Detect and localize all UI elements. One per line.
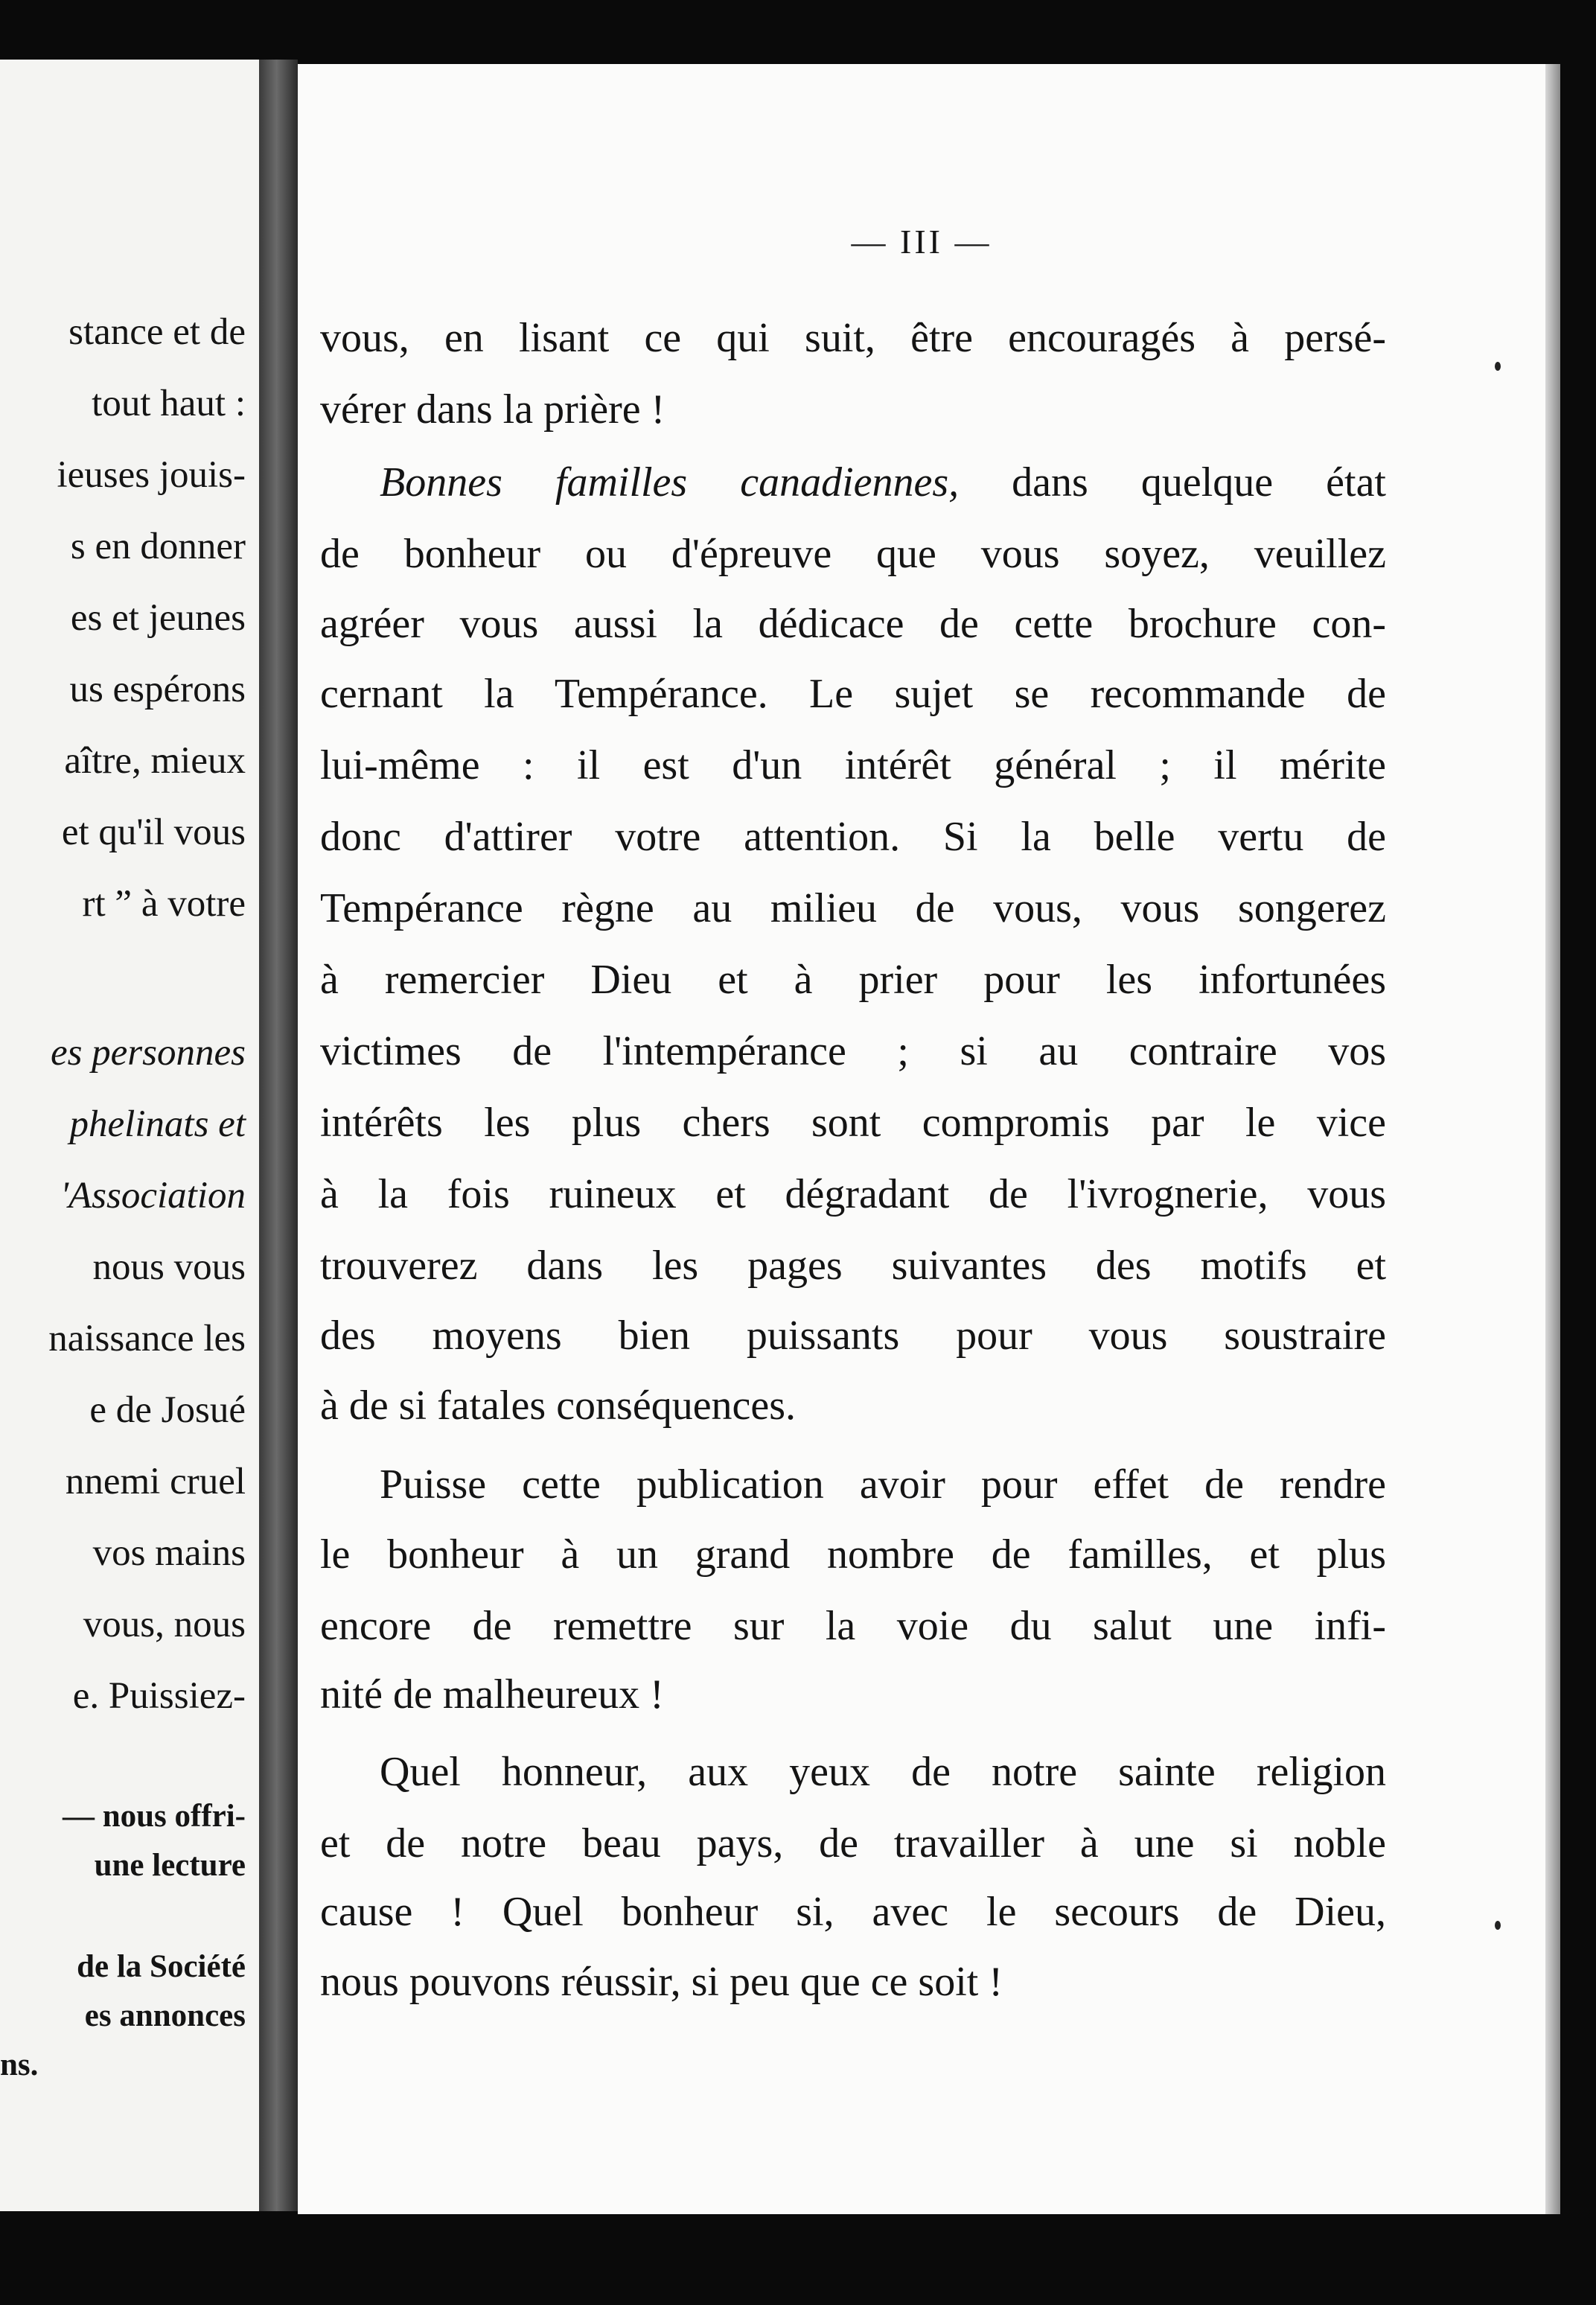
- paragraph-line: à la fois ruineux et dégradant de l'ivrognerie, vous: [320, 1171, 1386, 1217]
- left-text-line: phelinats et: [69, 1103, 246, 1145]
- left-footnote-line: une lecture: [94, 1848, 246, 1883]
- dedication-italic: Bonnes familles canadiennes,: [380, 459, 960, 506]
- left-page: [0, 60, 259, 2211]
- right-page: [298, 64, 1545, 2214]
- page-number: — III —: [851, 223, 992, 261]
- paragraph-line: nous pouvons réussir, si peu que ce soit !: [320, 1959, 1003, 2005]
- left-text-line: et qu'il vous: [61, 812, 246, 853]
- page-edge: [1545, 64, 1560, 2214]
- left-text-line: nnemi cruel: [65, 1461, 246, 1502]
- paragraph-line: le bonheur à un grand nombre de familles, et plus: [320, 1531, 1386, 1578]
- paragraph-line: lui-même : il est d'un intérêt général ; il mérite: [320, 742, 1386, 788]
- paragraph-line: donc d'attirer votre attention. Si la belle vertu de: [320, 814, 1386, 860]
- paragraph-line: vous, en lisant ce qui suit, être encouragés à persé-: [320, 315, 1386, 361]
- paragraph-line: à remercier Dieu et à prier pour les infortunées: [320, 957, 1386, 1003]
- paragraph-line: Quel honneur, aux yeux de notre sainte religion: [380, 1749, 1386, 1795]
- left-text-line: naissance les: [48, 1318, 246, 1359]
- left-footnote-line: — nous offri-: [62, 1799, 246, 1834]
- scan-speck: [1495, 1921, 1501, 1930]
- dedication-rest: dans quelque état: [959, 459, 1386, 506]
- paragraph-line: cause ! Quel bonheur si, avec le secours de Dieu,: [320, 1889, 1386, 1935]
- left-text-line: es personnes: [50, 1032, 246, 1074]
- paragraph-line: agréer vous aussi la dédicace de cette brochure con-: [320, 601, 1386, 647]
- left-text-line: rt ” à votre: [82, 883, 246, 925]
- paragraph-line: intérêts les plus chers sont compromis par le vice: [320, 1100, 1386, 1146]
- paragraph-line: encore de remettre sur la voie du salut une infi-: [320, 1603, 1386, 1649]
- scan-speck: [1495, 362, 1501, 371]
- left-text-line: stance et de: [68, 311, 246, 353]
- paragraph-line: à de si fatales conséquences.: [320, 1383, 797, 1429]
- left-footnote-line: es annonces: [84, 1998, 246, 2033]
- paragraph-first-line: [380, 459, 1386, 506]
- left-text-line: e. Puissiez-: [72, 1675, 246, 1717]
- paragraph-line: cernant la Tempérance. Le sujet se recommande de: [320, 671, 1386, 717]
- paragraph-line: nité de malheureux !: [320, 1671, 664, 1718]
- paragraph-line: trouverez dans les pages suivantes des motifs et: [320, 1243, 1386, 1289]
- left-text-line: e de Josué: [89, 1389, 246, 1431]
- left-text-line: ieuses jouis-: [57, 454, 246, 496]
- paragraph-line: des moyens bien puissants pour vous soustraire: [320, 1313, 1386, 1359]
- left-text-line: nous vous: [92, 1246, 246, 1288]
- paragraph-line: vérer dans la prière !: [320, 386, 665, 433]
- left-text-line: es et jeunes: [70, 597, 246, 639]
- left-footnote-line: ns.: [0, 2047, 39, 2082]
- left-text-line: 'Association: [60, 1175, 246, 1217]
- left-text-line: tout haut :: [92, 383, 246, 424]
- left-text-line: aître, mieux: [64, 740, 246, 782]
- left-text-line: vous, nous: [83, 1604, 246, 1645]
- left-text-line: us espérons: [69, 669, 246, 710]
- left-footnote-line: de la Société: [77, 1949, 246, 1984]
- paragraph-line: de bonheur ou d'épreuve que vous soyez, veuillez: [320, 531, 1386, 577]
- paragraph-line: et de notre beau pays, de travailler à une si noble: [320, 1820, 1386, 1866]
- left-text-line: vos mains: [92, 1532, 246, 1574]
- paragraph-line: victimes de l'intempérance ; si au contraire vos: [320, 1028, 1386, 1074]
- paragraph-line: Puisse cette publication avoir pour effet de rendre: [380, 1461, 1386, 1508]
- paragraph-line: Tempérance règne au milieu de vous, vous songerez: [320, 885, 1386, 931]
- left-text-line: s en donner: [70, 526, 246, 567]
- book-spine: [259, 60, 298, 2211]
